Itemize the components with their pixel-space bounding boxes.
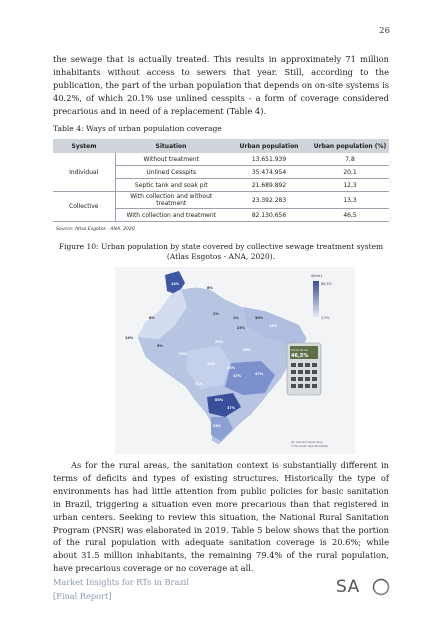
map-credit: Por Geoinformação Bing: [291, 441, 323, 444]
percent-cell: 46,5: [311, 209, 389, 222]
state-label: 1%: [233, 316, 239, 320]
map-copyright: © Microsoft, OpenStreetMap: [291, 445, 329, 448]
state-label: 29%: [215, 340, 224, 344]
situation-cell: Septic tank and soak pit: [115, 179, 227, 192]
state-label: 47%: [255, 372, 264, 376]
callout-label: Média Brasil: [291, 348, 309, 352]
brazil-sewage-map: [115, 267, 355, 454]
system-cell: Individual: [53, 153, 115, 192]
population-cell: 35.474.954: [227, 166, 311, 179]
state-label: 8%: [207, 286, 213, 290]
table-caption: Table 4: Ways of urban population coverage: [53, 124, 222, 133]
table-source: Source: Atlas Esgotos - ANA, 2020: [56, 227, 135, 232]
body-paragraph-1: the sewage that is actually treated. This results in approximately 71 million inhabitants without access to sewers that year. Still, according to the publication, the part of the urban population that depends on on-site systems is 40.2%, of which 20.1% use unlined cesspits - a form of coverage considered precarious and in need of a replacement (Table 4).: [53, 54, 389, 116]
footer-report-subtitle: [Final Report]: [53, 591, 112, 601]
legend-title: Série1: [311, 274, 323, 278]
state-label: 8%: [149, 316, 155, 320]
state-label: 47%: [233, 374, 242, 378]
header-urban-population: Urban population: [227, 139, 311, 153]
population-cell: 13.651.939: [227, 153, 311, 166]
state-label: 20%: [207, 362, 216, 366]
header-urban-population-percent: Urban population (%): [311, 139, 389, 153]
sao-logo: [336, 576, 394, 598]
legend-gradient: [313, 281, 319, 317]
state-label: 14%: [269, 324, 278, 328]
coverage-table: [53, 139, 389, 222]
state-label: 28%: [213, 424, 222, 428]
table-row: [53, 192, 389, 209]
calculator-icon: [287, 343, 321, 395]
population-cell: 82.130.656: [227, 209, 311, 222]
state-label: 30%: [255, 316, 264, 320]
footer-report-title: Market Insights for RTs in Brazil: [53, 577, 189, 587]
header-system: System: [53, 139, 115, 153]
percent-cell: 12,3: [311, 179, 389, 192]
header-situation: Situation: [115, 139, 227, 153]
logo-text: SA: [336, 577, 360, 597]
table-row: [53, 153, 389, 166]
figure-caption: Figure 10: Urban population by state covered by collective sewage treatment system (Atlas Esgotos - ANA, 2020).: [58, 242, 384, 261]
body-paragraph-2: As for the rural areas, the sanitation context is substantially different in terms of deficits and types of existing structures. Historically the type of environments has had little attention from public policies for basic sanitation in Brazil, triggering a situation even more precarious than that registered in urban centers. Seeking to review this situation, the National Rural Sanitation Program (PNSR) was elaborated in 2019. Table 5 below shows that the portion of the rural population with adequate sanitation coverage is 20.6%; while about 31.5 million inhabitants, the remaining 79.4% of the rural population, have precarious coverage or no coverage at all.: [53, 460, 389, 574]
situation-cell: With collection and without treatment: [115, 192, 227, 209]
logo-circle-icon: [371, 577, 391, 597]
state-label: 39%: [179, 352, 188, 356]
situation-cell: Without treatment: [115, 153, 227, 166]
callout-value: 46,5%: [291, 353, 309, 359]
table-header-row: [53, 139, 389, 153]
state-label: 85%: [215, 398, 224, 402]
state-label: 23%: [237, 326, 246, 330]
legend-max: 86,3%: [321, 282, 332, 286]
state-label: 37%: [227, 406, 236, 410]
page-number: 26: [379, 26, 390, 36]
population-cell: 21.689.892: [227, 179, 311, 192]
state-label: 51%: [195, 382, 204, 386]
population-cell: 23.392.283: [227, 192, 311, 209]
state-label: 2%: [213, 312, 219, 316]
percent-cell: 13,3: [311, 192, 389, 209]
state-label: 5%: [157, 344, 163, 348]
state-label: 46%: [243, 348, 252, 352]
situation-cell: Unlined Cesspits: [115, 166, 227, 179]
state-label: 14%: [125, 336, 134, 340]
situation-cell: With collection and treatment: [115, 209, 227, 222]
legend-min: 2,5%: [321, 316, 330, 320]
brazil-map-graphic: [115, 267, 355, 454]
system-cell: Collective: [53, 192, 115, 222]
percent-cell: 20,1: [311, 166, 389, 179]
state-label: 25%: [227, 366, 236, 370]
state-label: 14%: [171, 282, 180, 286]
percent-cell: 7,8: [311, 153, 389, 166]
